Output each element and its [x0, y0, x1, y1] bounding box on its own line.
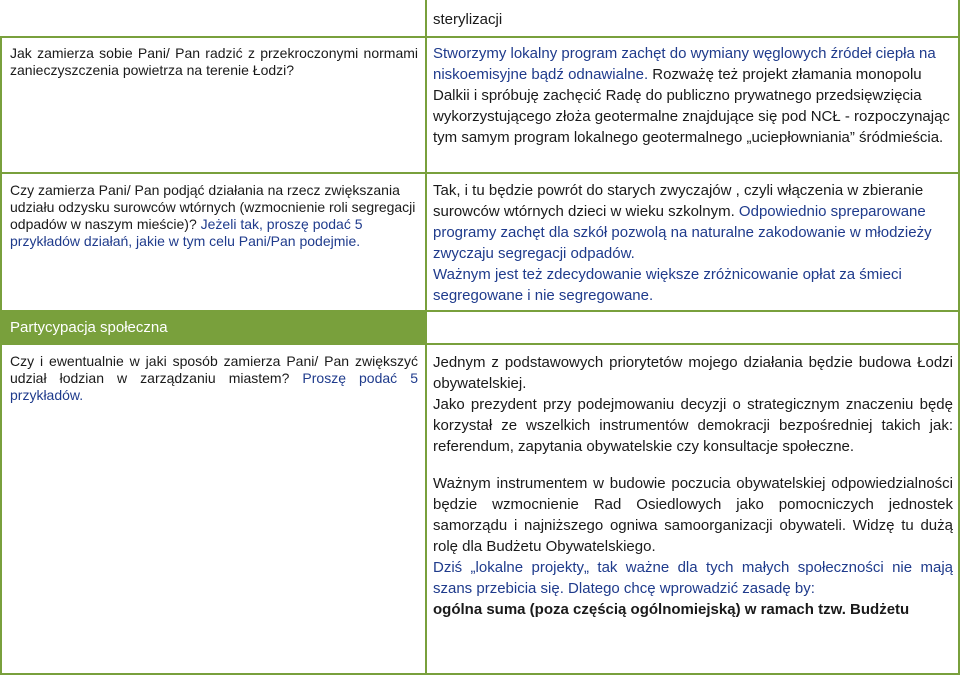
section-title: Partycypacja społeczna — [10, 319, 168, 336]
question-participation-part1: Czy i ewentualnie w jaki sposób zamierza Pani/ Pan zwiększyć udział łodzian w zarządzaniu miastem? — [10, 353, 418, 386]
left-border — [0, 36, 2, 675]
answer-participation-p5: ogólna suma (poza częścią ogólnomiejską) w ramach tzw. Budżetu — [433, 601, 910, 618]
answer-participation — [433, 352, 953, 620]
answer-recycling — [433, 180, 953, 306]
row-divider-2 — [0, 172, 960, 174]
question-recycling-part2: Jeżeli tak, proszę podać 5 przykładów działań, jakie w tym celu Pani/Pan podejmie. — [10, 216, 363, 249]
row-divider-3 — [0, 343, 960, 345]
answer-participation-p1: Jednym z podstawowych priorytetów mojego działania będzie budowa Łodzi obywatelskiej. — [433, 354, 953, 392]
question-air-pollution — [10, 45, 418, 79]
answer-participation-p4: Dziś „lokalne projekty„ tak ważne dla tych małych społeczności nie mają szans przebicia się. Dlatego chcę wprowadzić zasadę by: — [433, 559, 953, 597]
answer-recycling-part3: Ważnym jest też zdecydowanie większe zróżnicowanie opłat za śmieci segregowane i nie segregowane. — [433, 266, 902, 304]
answer-recycling-part1: Tak, i tu będzie powrót do starych zwyczajów , czyli włączenia w zbieranie surowców wtórnych dzieci w wieku szkolnym. — [433, 182, 924, 220]
question-recycling-part1: Czy zamierza Pani/ Pan podjąć działania na rzecz zwiększania udziału odzysku surowców wtórnych (wzmocnienie roli segregacji odpadów w naszym mieście)? — [10, 182, 416, 232]
section-header-participation — [0, 311, 426, 343]
answer-tail-text — [433, 9, 953, 30]
question-air-pollution-text: Jak zamierza sobie Pani/ Pan radzić z przekroczonymi normami zanieczyszczenia powietrza na terenie Łodzi? — [10, 45, 418, 78]
top-border — [0, 36, 960, 38]
answer-participation-p3: Ważnym instrumentem w budowie poczucia obywatelskiej odpowiedzialności będzie wzmocnienie Rad Osiedlowych jako pomocniczych jednostek samorządu i najniższego ogniwa samoorganizacji obywateli. Widzę tu dużą rolę dla Budżetu Obywatelskiego. — [433, 475, 953, 555]
answer-air-pollution-part1: Stworzymy lokalny program zachęt do wymiany węglowych źródeł ciepła na niskoemisyjne bądź odnawialne. — [433, 45, 936, 83]
answer-recycling-part2: Odpowiednio spreparowane programy zachęt dla szkół pozwolą na naturalne zakodowanie w młodzieży zwyczaju segregacji odpadów. — [433, 203, 932, 262]
answer-air-pollution-part2: Rozważę też projekt złamania monopolu Dalkii i spróbuję zachęcić Radę do publiczno prywatnego przedsięwzięcia wykorzystującego złoża geotermalne znajdujące się pod NCŁ - rozpoczynając tym samym program lokalnego geotermalnego „uciepłowniania” śródmieścia. — [433, 66, 950, 146]
question-participation — [10, 353, 418, 404]
answer-air-pollution — [433, 43, 953, 148]
answer-tail: sterylizacji — [433, 11, 503, 28]
question-recycling — [10, 182, 418, 250]
question-participation-part2: Proszę podać 5 przykładów. — [10, 370, 418, 403]
answer-participation-p2: Jako prezydent przy podejmowaniu decyzji o strategicznym znaczeniu będę korzystał ze wszelkich instrumentów demokracji bezpośredniej takich jak: referendum, zapytania obywatelskie czy konsultacje społeczne. — [433, 396, 953, 455]
